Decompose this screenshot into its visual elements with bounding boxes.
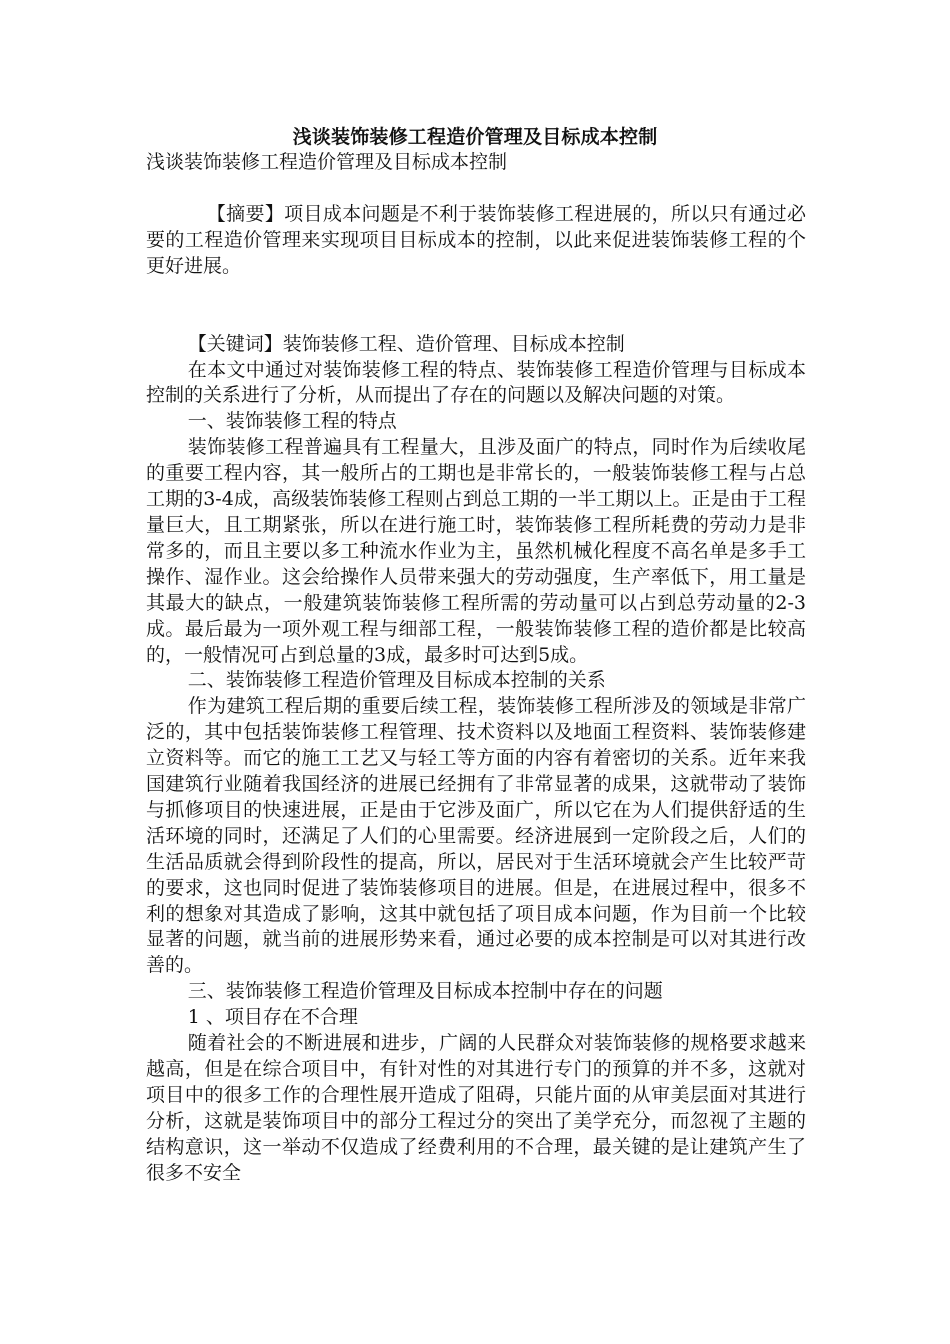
intro-paragraph: 在本文中通过对装饰装修工程的特点、装饰装修工程造价管理与目标成本控制的关系进行了分析，从而提出了存在的问题以及解决问题的对策。 [146, 358, 806, 407]
keywords-paragraph: 【关键词】装饰装修工程、造价管理、目标成本控制 [187, 332, 625, 355]
document-subtitle: 浅谈装饰装修工程造价管理及目标成本控制 [146, 151, 508, 173]
document-title: 浅谈装饰装修工程造价管理及目标成本控制 [292, 126, 658, 148]
spacer [146, 280, 806, 306]
section-1-heading: 一、装饰装修工程的特点 [187, 410, 397, 433]
section-3-heading: 三、装饰装修工程造价管理及目标成本控制中存在的问题 [187, 980, 663, 1003]
section-1-body: 装饰装修工程普遍具有工程量大，且涉及面广的特点，同时作为后续收尾的重要工程内容，其一般所占的工期也是非常长的，一般装饰装修工程与占总工期的3-4成，高级装饰装修工程则占到总工期的一半工期以上。正是由于工程量巨大，且工期紧张，所以在进行施工时，装饰装修工程所耗费的劳动力是非常多的，而且主要以多工种流水作业为主，虽然机械化程度不高名单是多手工操作、湿作业。这会给操作人员带来强大的劳动强度，生产率低下，用工量是其最大的缺点，一般建筑装饰装修工程所需的劳动量可以占到总劳动量的2-3成。最后最为一项外观工程与细部工程，一般装饰装修工程的造价都是比较高的，一般情况可占到总量的3成，最多时可达到5成。 [146, 436, 806, 666]
spacer [146, 306, 806, 332]
document-body [146, 150, 806, 1187]
spacer [146, 176, 806, 202]
abstract-paragraph: 【摘要】项目成本问题是不利于装饰装修工程进展的，所以只有通过必要的工程造价管理来实现项目目标成本的控制，以此来促进装饰装修工程的个更好进展。 [146, 202, 806, 277]
section-2-body: 作为建筑工程后期的重要后续工程，装饰装修工程所涉及的领域是非常广泛的，其中包括装饰装修工程管理、技术资料以及地面工程资料、装饰装修建立资料等。而它的施工工艺又与轻工等方面的内容有着密切的关系。近年来我国建筑行业随着我国经济的进展已经拥有了非常显著的成果，这就带动了装饰与抓修项目的快速进展，正是由于它涉及面广，所以它在为人们提供舒适的生活环境的同时，还满足了人们的心里需要。经济进展到一定阶段之后，人们的生活品质就会得到阶段性的提高，所以，居民对于生活环境就会产生比较严苛的要求，这也同时促进了装饰装修项目的进展。但是，在进展过程中，很多不利的想象对其造成了影响，这其中就包括了项目成本问题，作为目前一个比较显著的问题，就当前的进展形势来看，通过必要的成本控制是可以对其进行改善的。 [146, 695, 806, 977]
section-3-1-body: 随着社会的不断进展和进步，广阔的人民群众对装饰装修的规格要求越来越高，但是在综合项目中，有针对性的对其进行专门的预算的并不多，这就对项目中的很多工作的合理性展开造成了阻碍，只能片面的从审美层面对其进行分析，这就是装饰项目中的部分工程过分的突出了美学充分，而忽视了主题的结构意识，这一举动不仅造成了经费利用的不合理，最关键的是让建筑产生了很多不安全 [146, 1032, 806, 1184]
section-2-heading: 二、装饰装修工程造价管理及目标成本控制的关系 [187, 669, 606, 692]
section-3-1-heading: 1 、项目存在不合理 [187, 1006, 358, 1029]
